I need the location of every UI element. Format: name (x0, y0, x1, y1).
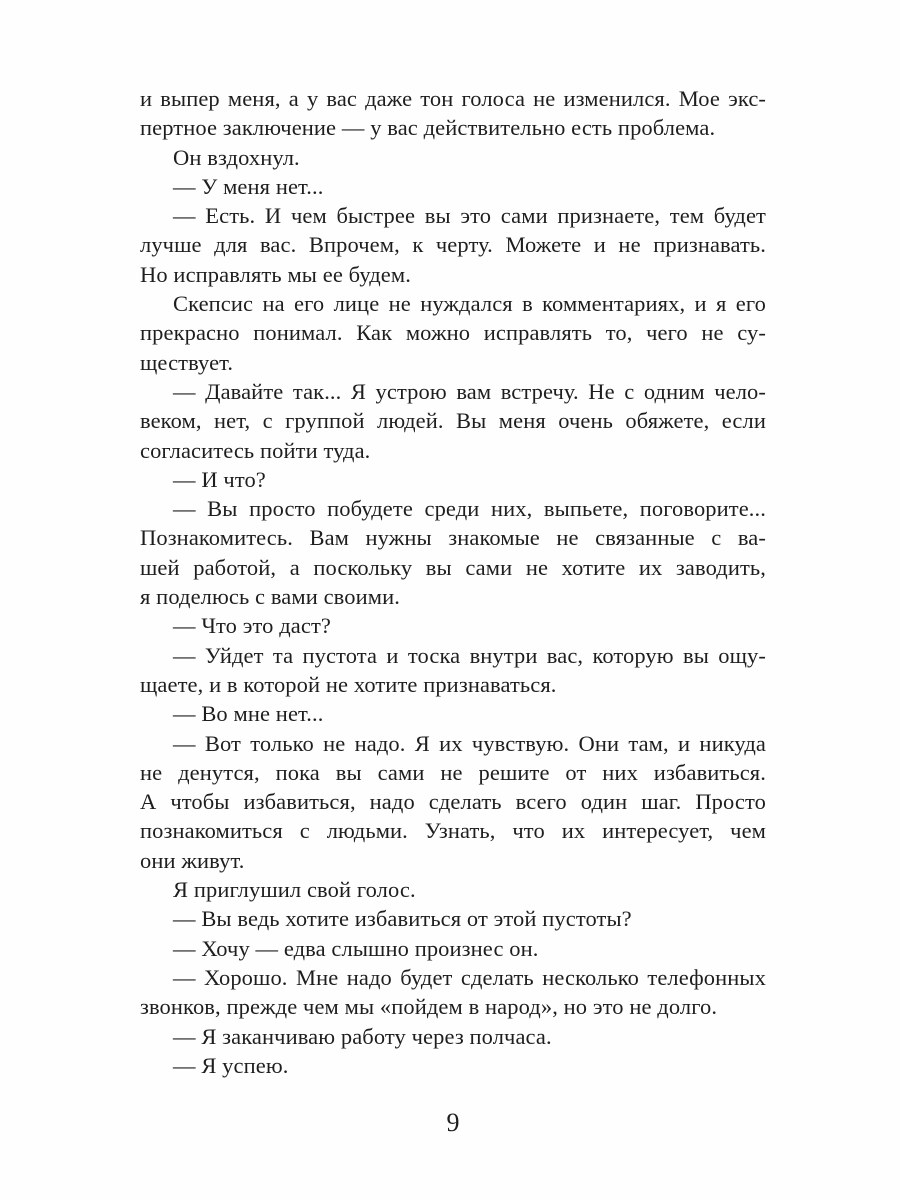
text-line: — Вы ведь хотите избавиться от этой пустоты? (173, 906, 632, 932)
text-line: Я приглушил свой голос. (173, 877, 416, 903)
text-line: Но исправлять мы ее будем. (140, 261, 411, 287)
text-line: — Хочу — едва слышно произнес он. (173, 935, 539, 961)
text-line: они живут. (140, 847, 245, 873)
page-number: 9 (446, 1108, 460, 1137)
text-line: — Вот только не надо. Я их чувствую. Они там, и никуда (173, 730, 766, 756)
text-line: — Я успею. (173, 1052, 289, 1078)
text-line: и выпер меня, а у вас даже тон голоса не изменился. Мое экс- (140, 86, 766, 111)
text-line: звонков, прежде чем мы «пойдем в народ», но это не долго. (140, 994, 718, 1020)
text-line: щаете, и в которой не хотите признаваться. (140, 671, 557, 697)
text-block (140, 84, 766, 1080)
text-line: — У меня нет... (173, 173, 324, 199)
text-line: А чтобы избавиться, надо сделать всего один шаг. Просто (140, 789, 766, 815)
text-line: прекрасно понимал. Как можно исправлять то, чего не су- (140, 320, 766, 346)
text-line: Познакомитесь. Вам нужны знакомые не связанные с ва- (140, 525, 766, 551)
text-line: — Есть. И чем быстрее вы это сами признаете, тем будет (173, 203, 766, 229)
text-line: ществует. (140, 349, 234, 375)
text-line: я поделюсь с вами своими. (140, 584, 400, 610)
text-line: — Вы просто побудете среди них, выпьете, поговорите... (173, 496, 766, 522)
text-line: согласитесь пойти туда. (140, 437, 371, 463)
text-line: не денутся, пока вы сами не решите от них избавиться. (140, 759, 766, 785)
text-line: — И что? (173, 466, 266, 492)
text-line: — Уйдет та пустота и тоска внутри вас, которую вы ощу- (173, 642, 766, 668)
text-line: — Давайте так... Я устрою вам встречу. Не с одним чело- (173, 378, 766, 404)
text-line: Он вздохнул. (173, 144, 300, 170)
text-line: веком, нет, с группой людей. Вы меня очень обяжете, если (140, 408, 766, 434)
text-line: Скепсис на его лице не нуждался в комментариях, и я его (173, 291, 766, 317)
text-line: познакомиться с людьми. Узнать, что их интересует, чем (140, 818, 766, 844)
text-line: — Я заканчиваю работу через полчаса. (173, 1023, 552, 1049)
text-line: шей работой, а поскольку вы сами не хотите их заводить, (140, 554, 766, 580)
text-line: — Что это даст? (173, 613, 331, 639)
text-line: — Во мне нет... (173, 701, 324, 727)
text-line: пертное заключение — у вас действительно есть проблема. (140, 115, 716, 141)
text-line: лучше для вас. Впрочем, к черту. Можете и не признавать. (140, 232, 766, 258)
text-line: — Хорошо. Мне надо будет сделать несколько телефонных (173, 964, 766, 990)
